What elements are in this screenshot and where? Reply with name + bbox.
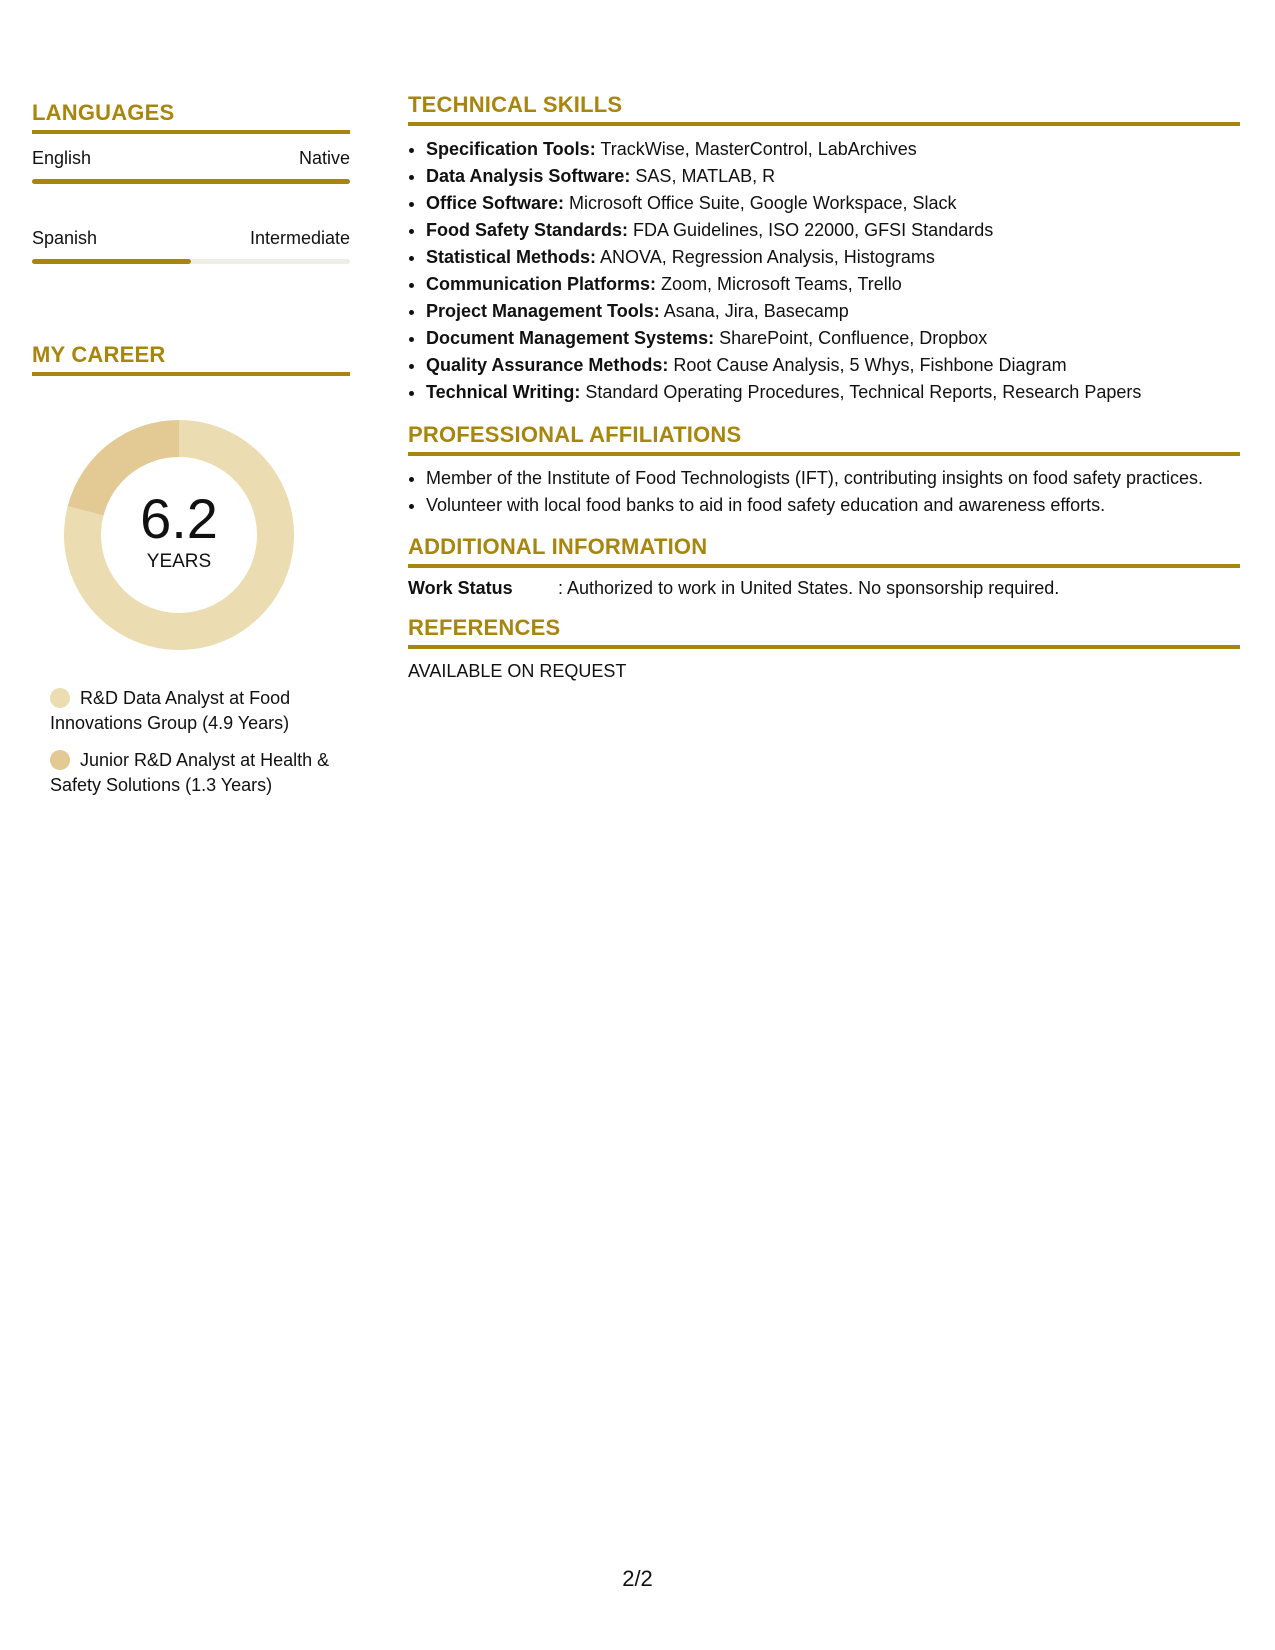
page-number: 2/2 [622,1566,653,1591]
references-section [408,615,1240,682]
additional-info-section [408,534,1240,599]
language-level: Intermediate [249,228,350,248]
total-years-label: YEARS [146,551,212,572]
skill-value: FDA Guidelines, ISO 22000, GFSI Standards [633,220,994,240]
language-row [32,228,350,249]
list-item: • Member of the Institute of Food Technologists (IFT), contributing insights on food safety practices. [426,466,1240,491]
language-name: Spanish [32,228,98,248]
skill-item [426,298,1240,325]
language-entry [32,228,350,264]
skill-item [426,271,1240,298]
affiliations-heading: PROFESSIONAL AFFILIATIONS [408,422,1240,456]
legend-text: R&D Data Analyst at Food Innovations Group (4.9 Years) [50,688,291,733]
skill-label: Project Management Tools: [426,301,660,321]
affiliations-list [408,466,1240,518]
skill-value: TrackWise, MasterControl, LabArchives [600,139,917,159]
skill-label: Data Analysis Software: [426,166,631,186]
skill-label: Communication Platforms: [426,274,657,294]
references-text: AVAILABLE ON REQUEST [408,661,627,681]
work-status-label: Work Status [408,578,513,598]
skill-value: Microsoft Office Suite, Google Workspace, Slack [569,193,957,213]
skill-value: Standard Operating Procedures, Technical Reports, Research Papers [585,382,1142,402]
legend-dot [50,750,70,770]
language-row [32,148,350,169]
skill-item [426,190,1240,217]
skill-label: Technical Writing: [426,382,581,402]
skill-value: Asana, Jira, Basecamp [663,301,849,321]
skill-label: Document Management Systems: [426,328,715,348]
language-level: Native [298,148,350,168]
donut-center [64,420,294,650]
skill-item [426,163,1240,190]
language-bar-fill [32,259,191,264]
skill-value: Zoom, Microsoft Teams, Trello [661,274,902,294]
career-donut-chart [64,420,294,650]
legend-dot [50,688,70,708]
skill-label: Office Software: [426,193,565,213]
skill-label: Specification Tools: [426,139,596,159]
skill-item [426,136,1240,163]
skill-value: SAS, MATLAB, R [635,166,776,186]
legend-item [50,748,340,798]
language-bar [32,179,350,184]
skill-item [426,325,1240,352]
skills-list [408,136,1240,406]
left-column [32,100,350,810]
list-item: • Volunteer with local food banks to aid in food safety education and awareness efforts. [426,493,1240,518]
language-bar-fill [32,179,350,184]
legend-text: Junior R&D Analyst at Health & Safety Solutions (1.3 Years) [50,750,330,795]
skill-value: SharePoint, Confluence, Dropbox [719,328,988,348]
skill-label: Food Safety Standards: [426,220,629,240]
skill-item [426,379,1240,406]
affiliations-section [408,422,1240,518]
career-legend [50,686,340,798]
additional-info-heading: ADDITIONAL INFORMATION [408,534,1240,568]
skill-item [426,352,1240,379]
skill-label: Quality Assurance Methods: [426,355,669,375]
skill-label: Statistical Methods: [426,247,597,267]
references-heading: REFERENCES [408,615,1240,649]
skill-item [426,244,1240,271]
language-bar [32,259,350,264]
total-years-value: 6.2 [140,487,218,550]
skill-value: ANOVA, Regression Analysis, Histograms [600,247,935,267]
right-column [408,92,1240,698]
technical-skills-heading: TECHNICAL SKILLS [408,92,1240,126]
legend-item [50,686,340,736]
work-status-value: : Authorized to work in United States. No sponsorship required. [558,578,1060,598]
skill-value: Root Cause Analysis, 5 Whys, Fishbone Diagram [673,355,1067,375]
languages-heading: LANGUAGES [32,100,350,134]
skill-item [426,217,1240,244]
technical-skills-section [408,92,1240,406]
info-row [408,578,1240,599]
language-name: English [32,148,92,168]
language-entry [32,148,350,184]
career-heading: MY CAREER [32,342,350,376]
